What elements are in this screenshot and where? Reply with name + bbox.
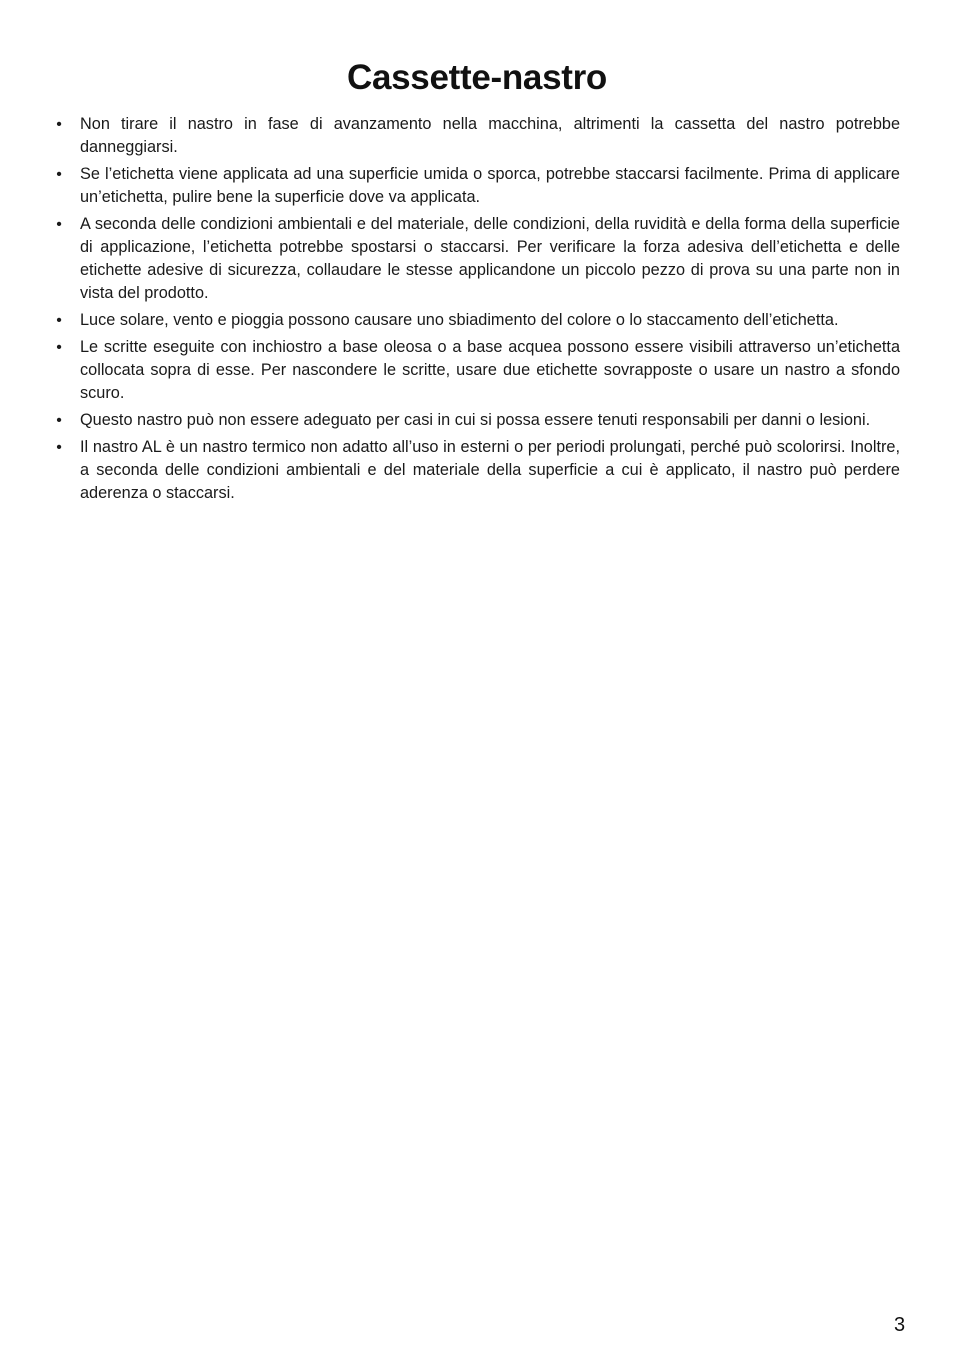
bullet-icon: • <box>56 216 62 233</box>
bullet-icon: • <box>56 312 62 329</box>
page-title: Cassette-nastro <box>346 58 608 97</box>
list-item <box>52 336 900 405</box>
list-item-text: Non tirare il nastro in fase di avanzamento nella macchina, altrimenti la cassetta del nastro potrebbe danneggiarsi. <box>80 115 900 156</box>
bullet-list <box>52 113 900 509</box>
list-item-text: Il nastro AL è un nastro termico non adatto all’uso in esterni o per periodi prolungati, perché può scolorirsi. Inoltre, a seconda delle condizioni ambientali e del materiale della superficie a cui è applicato, il nastro può perdere aderenza o staccarsi. <box>80 438 900 502</box>
list-item <box>52 436 900 505</box>
list-item-text: Le scritte eseguite con inchiostro a base oleosa o a base acquea possono essere visibili attraverso un’etichetta collocata sopra di esse. Per nascondere le scritte, usare due etichette sovrapposte o usare un nastro a sfondo scuro. <box>80 338 900 402</box>
bullet-icon: • <box>56 412 62 429</box>
list-item <box>52 213 900 305</box>
list-item <box>52 409 900 432</box>
list-item <box>52 309 900 332</box>
bullet-icon: • <box>56 116 62 133</box>
page-number: 3 <box>894 1314 906 1336</box>
list-item-text: A seconda delle condizioni ambientali e del materiale, delle condizioni, della ruvidità e della forma della superficie di applicazione, l’etichetta potrebbe spostarsi o staccarsi. Per verificare la forza adesiva dell’etichetta e delle etichette adesive di sicurezza, collaudare le stesse applicandone un piccolo pezzo di prova su una parte non in vista del prodotto. <box>80 215 900 302</box>
list-item <box>52 113 900 159</box>
list-item-text: Luce solare, vento e pioggia possono causare uno sbiadimento del colore o lo staccamento dell’etichetta. <box>80 311 839 329</box>
bullet-icon: • <box>56 166 62 183</box>
bullet-icon: • <box>56 439 62 456</box>
list-item-text: Se l’etichetta viene applicata ad una superficie umida o sporca, potrebbe staccarsi facilmente. Prima di applicare un’etichetta, pulire bene la superficie dove va applicata. <box>80 165 900 206</box>
bullet-icon: • <box>56 339 62 356</box>
list-item <box>52 163 900 209</box>
list-item-text: Questo nastro può non essere adeguato per casi in cui si possa essere tenuti responsabili per danni o lesioni. <box>80 411 871 429</box>
